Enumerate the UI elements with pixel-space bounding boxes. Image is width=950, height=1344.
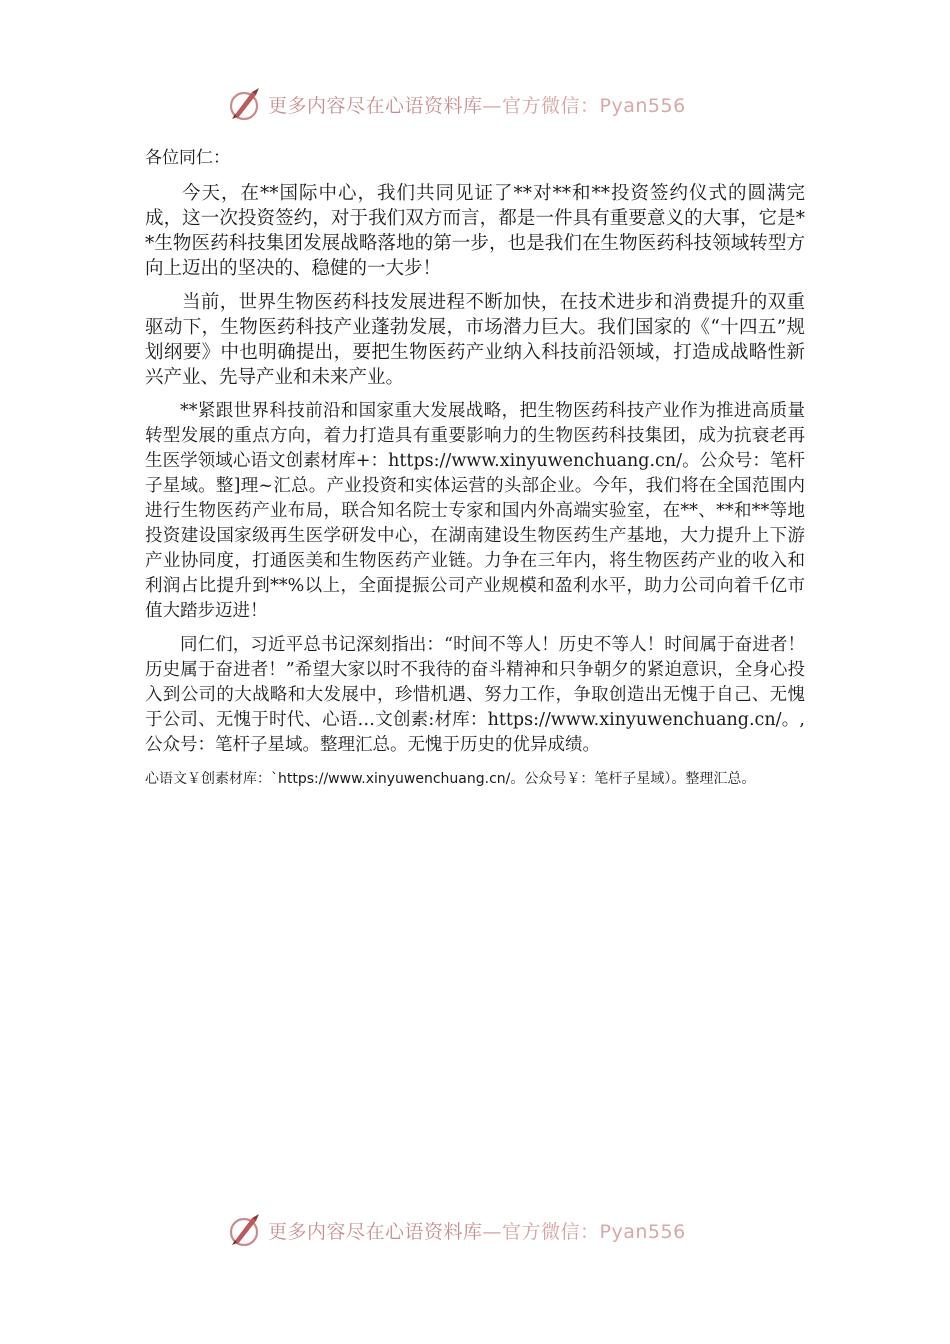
footer-banner-text [268, 1217, 686, 1244]
paragraph-3: **紧跟世界科技前沿和国家重大发展战略，把生物医药科技产业作为推进高质量转型发展的重点方向，着力打造具有重要影响力的生物医药科技集团，成为抗衰老再生医学领域心语文创素材库+：https://www.xinyuwenchuang.cn/。公众号：笔杆子星域。整]理~汇总。产业投资和实体运营的头部企业。今年，我们将在全国范围内进行生物医药产业布局，联合知名院士专家和国内外高端实验室，在**、**和**等地投资建设国家级再生医学研发中心，在湖南建设生物医药生产基地，大力提升上下游产业协同度，打通医美和生物医药产业链。力争在三年内，将生物医药产业的收入和利润占比提升到**%以上，全面提振公司产业规模和盈利水平，助力公司向着千亿市值大踏步迈进！ [145, 401, 805, 621]
footer-brand-text: 更多内容尽在心语资料库 [268, 1220, 483, 1243]
paragraph-2: 当前，世界生物医药科技发展进程不断加快，在技术进步和消费提升的双重驱动下，生物医药科技产业蓬勃发展，市场潜力巨大。我们国家的《“十四五”规划纲要》中也明确提出，要把生物医药产业纳入科技前沿领域，打造成战略性新兴产业、先导产业和未来产业。 [145, 292, 805, 388]
paragraph-1: 今天，在**国际中心，我们共同见证了**对**和**投资签约仪式的圆满完成，这一次投资签约，对于我们双方而言，都是一件具有重要意义的大事，它是**生物医药科技集团发展战略落地的第一步，也是我们在生物医药科技领域转型方向上迈出的坚决的、稳健的一大步！ [145, 183, 805, 279]
footer-banner [226, 1212, 686, 1248]
footer-wechat-label: —官方微信： [482, 1220, 600, 1243]
header-wechat-id: Pyan556 [599, 94, 686, 117]
source-footnote: 心语文￥创素材库：`https://www.xinyuwenchuang.cn/。公众号￥：笔杆子星域）。整理汇总。 [145, 771, 756, 787]
header-brand-text: 更多内容尽在心语资料库 [268, 94, 483, 117]
header-wechat-label: —官方微信： [482, 94, 600, 117]
letter-body [145, 146, 805, 791]
greeting: 各位同仁： [145, 148, 230, 168]
header-banner [226, 86, 686, 122]
quill-pen-logo-icon [226, 86, 262, 122]
quill-pen-logo-icon [226, 1212, 262, 1248]
header-banner-text [268, 91, 686, 118]
footer-wechat-id: Pyan556 [599, 1220, 686, 1243]
paragraph-4: 同仁们，习近平总书记深刻指出：“时间不等人！历史不等人！时间属于奋进者！历史属于奋进者！”希望大家以时不我待的奋斗精神和只争朝夕的紧迫意识，全身心投入到公司的大战略和大发展中，珍惜机遇、努力工作，争取创造出无愧于自己、无愧于公司、无愧于时代、心语…文创素:材库：https://www.xinyuwenchuang.cn/。,公众号：笔杆子星域。整理汇总。无愧于历史的优异成绩。 [145, 635, 805, 755]
